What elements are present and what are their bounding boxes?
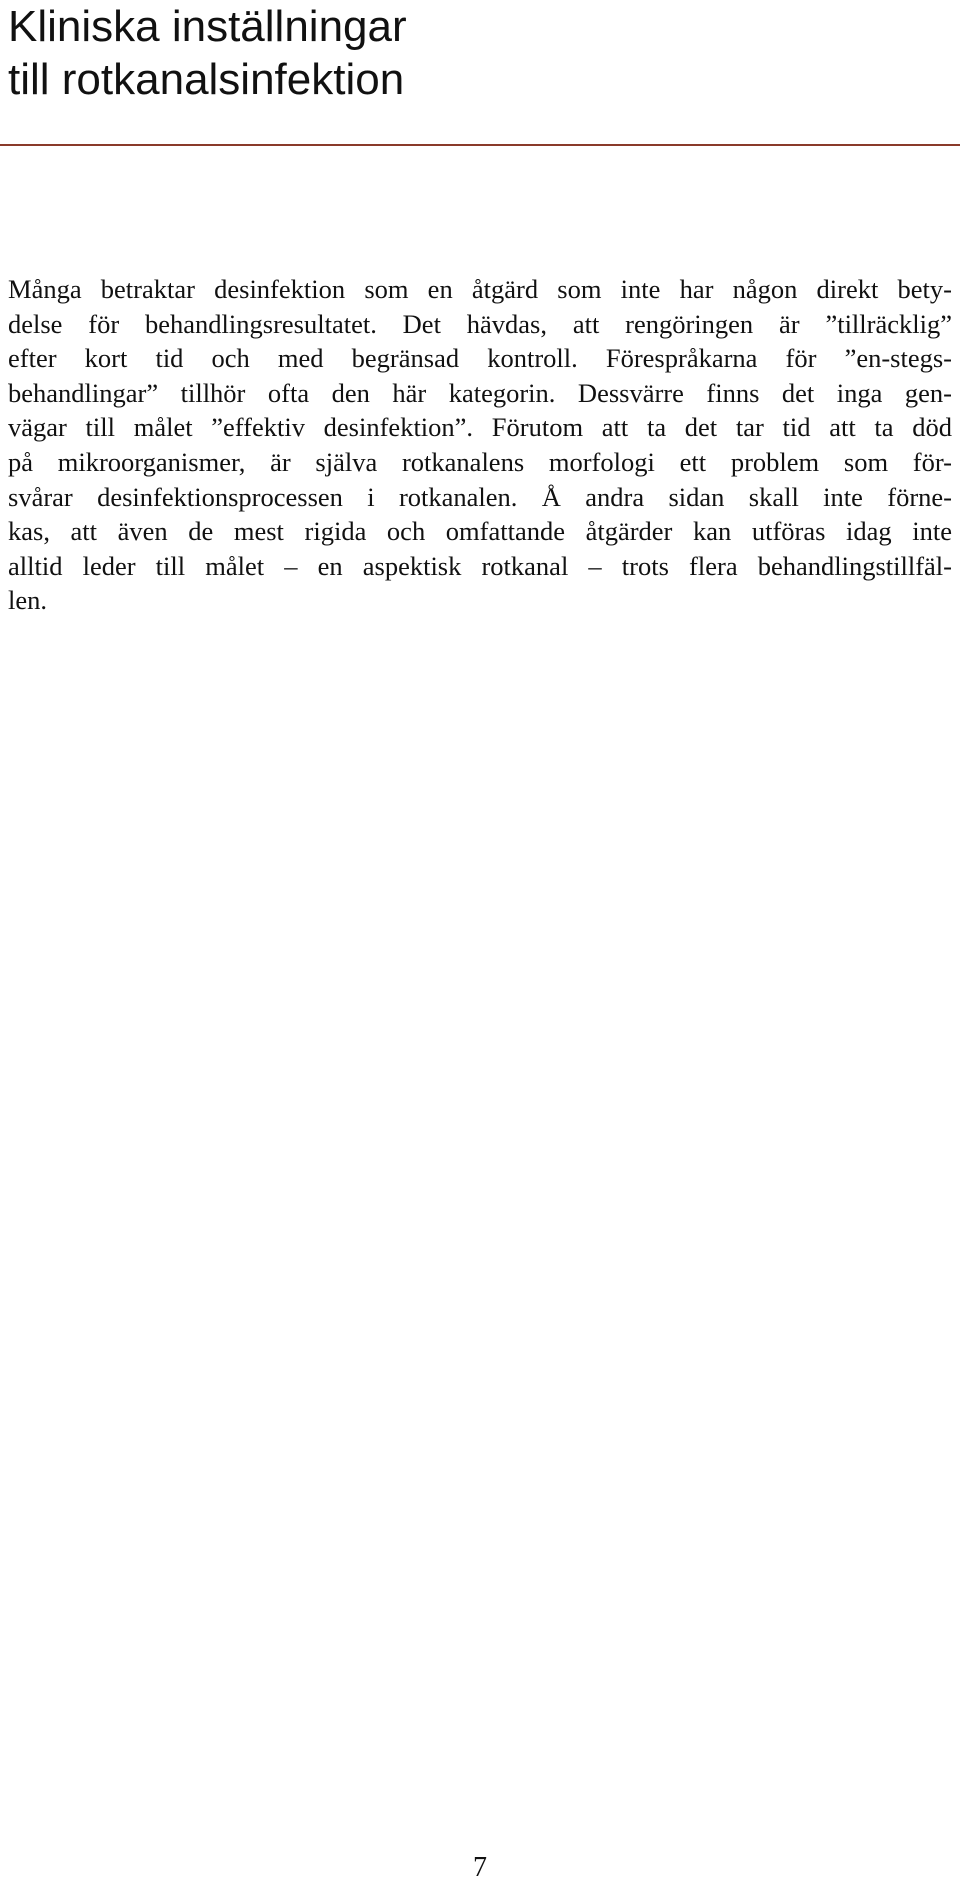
paragraph-line-6: på mikroorganismer, är själva rotkanalens morfologi ett problem som för- (8, 446, 952, 477)
paragraph-line-10: len. (8, 585, 47, 616)
page-title (8, 0, 948, 106)
paragraph-line-8: kas, att även de mest rigida och omfattande åtgärder kan utföras idag inte (8, 516, 952, 547)
page-number: 7 (473, 1852, 487, 1883)
paragraph-line-5: vägar till målet ”effektiv desinfektion”. Förutom att ta det tar tid att ta död (8, 412, 952, 443)
paragraph-line-2: delse för behandlingsresultatet. Det hävdas, att rengöringen är ”tillräcklig” (8, 308, 952, 339)
paragraph-line-7: svårar desinfektionsprocessen i rotkanalen. Å andra sidan skall inte förne- (8, 481, 952, 512)
title-divider (0, 144, 960, 146)
paragraph-line-9: alltid leder till målet – en aspektisk rotkanal – trots flera behandlingstillfäl- (8, 550, 952, 581)
body-paragraph (8, 272, 952, 618)
title-line-2: till rotkanalsinfektion (8, 55, 405, 104)
paragraph-line-1: Många betraktar desinfektion som en åtgärd som inte har någon direkt bety- (8, 274, 952, 304)
paragraph-line-3: efter kort tid och med begränsad kontroll. Förespråkarna för ”en-stegs- (8, 343, 952, 374)
title-line-1: Kliniska inställningar (8, 2, 407, 51)
paragraph-line-4: behandlingar” tillhör ofta den här kategorin. Dessvärre finns det inga gen- (8, 377, 952, 408)
